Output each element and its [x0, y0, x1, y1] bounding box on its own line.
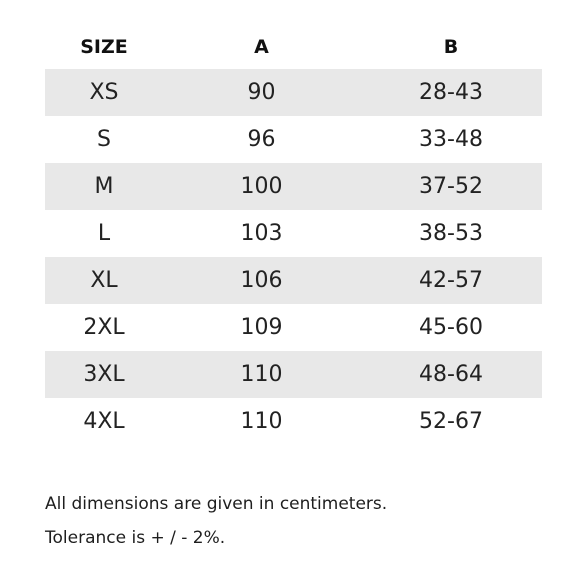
header-b: B — [443, 35, 459, 58]
cell-size: M — [45, 163, 163, 210]
size-chart-body — [45, 69, 542, 445]
table-row — [45, 304, 542, 351]
size-notes — [45, 490, 387, 558]
header-row — [45, 24, 542, 69]
cell-size: L — [97, 221, 111, 246]
table-row — [45, 257, 542, 304]
cell-size: 3XL — [45, 351, 163, 398]
cell-size: 2XL — [83, 315, 125, 340]
cell-a: 110 — [240, 409, 283, 434]
cell-a: 106 — [163, 257, 360, 304]
cell-b: 33-48 — [419, 127, 483, 152]
table-row — [45, 69, 542, 116]
table-row — [45, 210, 542, 257]
header-a: A — [254, 35, 269, 58]
cell-b: 52-67 — [419, 409, 483, 434]
size-chart-header — [45, 24, 542, 69]
cell-a: 110 — [163, 351, 360, 398]
table-row — [45, 351, 542, 398]
cell-a: 103 — [240, 221, 283, 246]
cell-a: 96 — [247, 127, 276, 152]
tolerance-note: Tolerance is + / - 2%. — [45, 528, 226, 548]
cell-b: 28-43 — [360, 69, 542, 116]
table-row — [45, 163, 542, 210]
size-chart-table — [45, 24, 542, 445]
cell-b: 48-64 — [360, 351, 542, 398]
cell-b: 37-52 — [360, 163, 542, 210]
table-row — [45, 398, 542, 445]
cell-a: 100 — [163, 163, 360, 210]
cell-b: 45-60 — [419, 315, 483, 340]
cell-b: 38-53 — [419, 221, 483, 246]
cell-b: 42-57 — [360, 257, 542, 304]
cell-a: 90 — [163, 69, 360, 116]
cell-size: S — [97, 127, 111, 152]
cell-size: 4XL — [83, 409, 125, 434]
cell-size: XL — [45, 257, 163, 304]
cell-a: 109 — [240, 315, 283, 340]
header-size: SIZE — [80, 35, 128, 58]
table-row — [45, 116, 542, 163]
cell-size: XS — [45, 69, 163, 116]
dimensions-note: All dimensions are given in centimeters. — [45, 494, 388, 514]
